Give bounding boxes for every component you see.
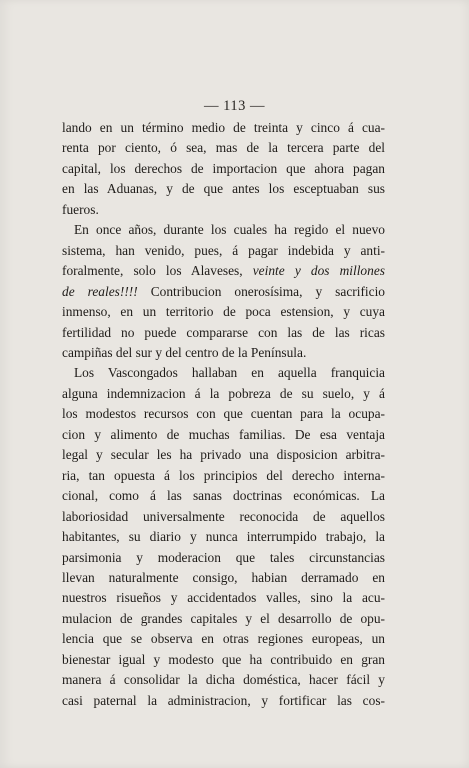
body-text: [62, 118, 385, 711]
text-line: lencia que se observa en otras regiones europeas, un: [62, 631, 385, 647]
text-line: cional, como á las sanas doctrinas económicas. La: [62, 488, 385, 504]
text-line: lando en un término medio de treinta y cinco á cua-: [62, 120, 385, 135]
text-line: en las Aduanas, y de que antes los esceptuaban sus: [62, 181, 385, 197]
text-line: En once años, durante los cuales ha regido el nuevo: [74, 222, 385, 238]
text-line: nuestros risueños y accidentados valles, sino la acu-: [62, 590, 385, 606]
text-line: cion y alimento de muchas familias. De esa ventaja: [62, 426, 385, 442]
italic-segment: veinte y dos millones: [252, 263, 385, 279]
text-segment: Contribucion onerosísima, y sacrificio: [137, 283, 385, 299]
text-line: parsimonia y moderacion que tales circunstancias: [62, 549, 385, 565]
text-line: bienestar igual y modesto que ha contribuido en gran: [62, 651, 385, 667]
text-line: renta por ciento, ó sea, mas de la tercera parte del: [62, 140, 385, 156]
text-line: alguna indemnizacion á la pobreza de su suelo, y á: [62, 385, 385, 401]
text-line: casi paternal la administracion, y fortificar las cos-: [62, 692, 385, 708]
text-line: legal y secular les ha privado una disposicion arbitra-: [62, 447, 385, 463]
text-line: campiñas del sur y del centro de la Península.: [62, 344, 307, 360]
text-line: laboriosidad universalmente reconocida de aquellos: [62, 508, 385, 524]
text-line: fueros.: [62, 201, 99, 217]
italic-segment: de reales!!!!: [62, 283, 138, 299]
text-segment: foralmente, solo los Alaveses,: [62, 263, 243, 279]
text-line: inmenso, en un territorio de poca estension, y cuya: [62, 304, 385, 320]
text-line-mixed: [62, 261, 385, 281]
text-line: llevan naturalmente consigo, habian derramado en: [62, 569, 385, 585]
text-line: manera á consolidar la dicha doméstica, hacer fácil y: [62, 672, 385, 688]
text-line: Los Vascongados hallaban en aquella franquicia: [74, 365, 385, 381]
text-line: sistema, han venido, pues, á pagar indebida y anti-: [62, 242, 385, 258]
text-line: habitantes, su diario y nunca interrumpido trabajo, la: [62, 529, 385, 545]
text-line: capital, los derechos de importacion que ahora pagan: [62, 160, 385, 176]
text-line-mixed: [62, 282, 385, 302]
text-line: los modestos recursos con que cuentan para la ocupa-: [62, 406, 385, 422]
page-number: — 113 —: [204, 98, 265, 114]
text-line: mulacion de grandes capitales y el desarrollo de opu-: [62, 610, 385, 626]
text-line: ria, tan opuesta á los principios del derecho interna-: [62, 467, 385, 483]
text-line: fertilidad no puede compararse con las de las ricas: [62, 324, 385, 340]
